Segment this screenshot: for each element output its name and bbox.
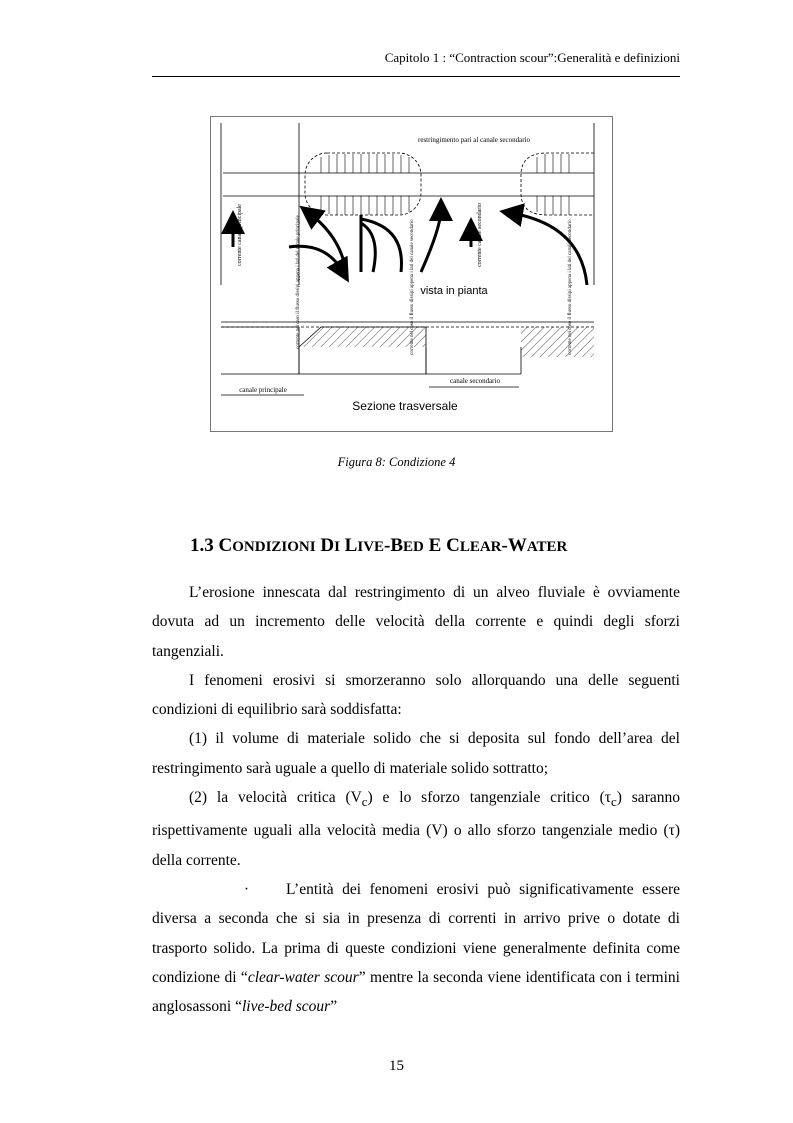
figure-caption: Figura 8: Condizione 4 — [337, 455, 456, 469]
paragraph-5: · L’entità dei fenomeni erosivi può significativamente essere diversa a seconda che si sia in presenza di correnti in arrivo prive o dotate di trasporto solido. La prima di queste condizioni viene generalmente definita come condizione di “clear-water scour” mentre la seconda viene identificata con i termini anglosassoni “live-bed scour” — [152, 881, 680, 1016]
label-vista-in-pianta: vista in pianta — [420, 285, 488, 297]
cross-section — [221, 322, 594, 395]
label-restringimento: restringimento pari al canale secondario — [418, 136, 530, 144]
section-heading: 1.3 CONDIZIONI DI LIVE-BED E CLEAR-WATER — [190, 535, 568, 556]
paragraph-3: (1) il volume di materiale solido che si deposita sul fondo dell’area del restringimento sarà uguale a quello di materiale solido sottratto; — [152, 730, 680, 777]
plan-view — [221, 123, 594, 285]
page-number: 15 — [389, 1058, 404, 1074]
header-rule — [152, 76, 680, 77]
paragraph-4: (2) la velocità critica $(V_c)$ e lo sforzo tangenziale critico $(\tau_c)$ saranno rispettivamente uguali alla velocità media (V) o allo sforzo tangenziale medio (τ) della corrente. — [152, 789, 680, 869]
label-flusso-mid: corrente nel caso il flusso dissipi appena i lati del canale secondario — [410, 219, 415, 355]
label-canale-principale: canale principale — [239, 386, 287, 394]
figure-condizione-4 — [210, 116, 613, 432]
paragraph-1: L’erosione innescata dal restringimento di un alveo fluviale è ovviamente dovuta ad un incremento delle velocità della corrente e quindi degli sforzi tangenziali. — [152, 584, 680, 660]
label-flusso-right: corrente nel caso il flusso dissipi appena i lati del canale secondario — [568, 219, 573, 355]
paragraph-2: I fenomeni erosivi si smorzeranno solo allorquando una delle seguenti condizioni di equilibrio sarà soddisfatta: — [152, 671, 680, 719]
running-header: Capitolo 1 : “Contraction scour”:Generalità e definizioni — [384, 50, 680, 65]
label-sezione-trasversale: Sezione trasversale — [352, 399, 458, 413]
label-canale-secondario: canale secondario — [450, 377, 500, 385]
label-flusso-left: corrente nel caso il flusso dissipi appena i lati del canale principale — [296, 215, 301, 349]
body-text — [152, 578, 680, 1022]
label-corrente-secondario: corrente canale secondario — [477, 203, 483, 267]
label-corrente-principale: corrente canale principale — [237, 204, 243, 266]
